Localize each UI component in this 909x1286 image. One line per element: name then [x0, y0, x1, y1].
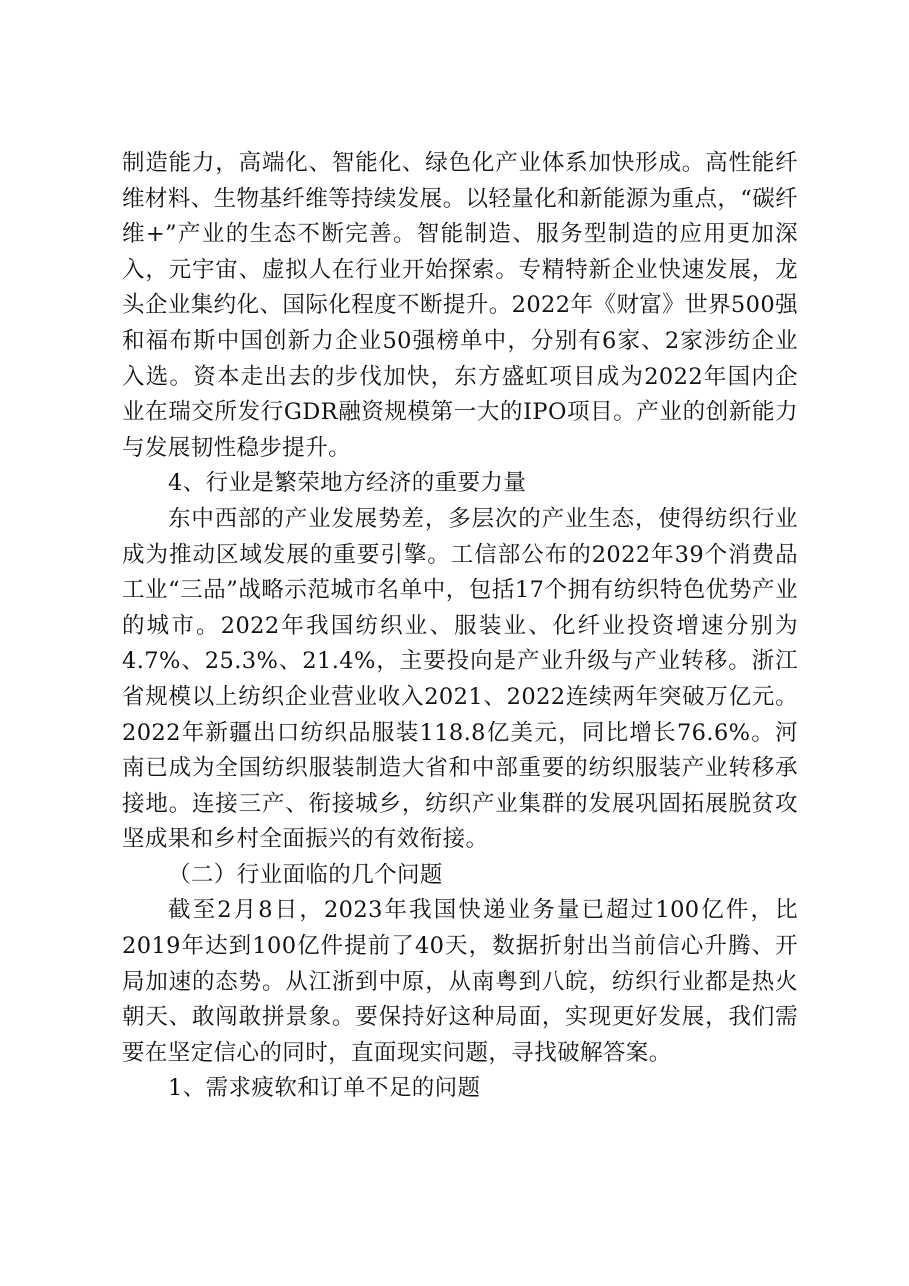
heading-weak-demand: 1、需求疲软和订单不足的问题	[168, 1075, 481, 1102]
paragraph-industry-capability: 制造能力，高端化、智能化、绿色化产业体系加快形成。高性能纤维材料、生物基纤维等持续发展。以轻量化和新能源为重点，“碳纤维+”产业的生态不断完善。智能制造、服务型制造的应用更加深入，元宇宙、虚拟人在行业开始探索。专精特新企业快速发展，龙头企业集约化、国际化程度不断提升。2022年《财富》世界500强和福布斯中国创新力企业50强榜单中，分别有6家、2家涉纺企业入选。资本走出去的步伐加快，东方盛虹项目成为2022年国内企业在瑞交所发行GDR融资规模第一大的IPO项目。产业的创新能力与发展韧性稳步提升。	[122, 150, 799, 461]
paragraph-regional-economy: 东中西部的产业发展势差，多层次的产业生态，使得纺织行业成为推动区域发展的重要引擎。工信部公布的2022年39个消费品工业“三品”战略示范城市名单中，包括17个拥有纺织特色优势产业的城市。2022年我国纺织业、服装业、化纤业投资增速分别为4.7%、25.3%、21.4%，主要投向是产业升级与产业转移。浙江省规模以上纺织企业营业收入2021、2022连续两年突破万亿元。2022年新疆出口纺织品服装118.8亿美元，同比增长76.6%。河南已成为全国纺织服装制造大省和中部重要的纺织服装产业转移承接地。连接三产、衔接城乡，纺织产业集群的发展巩固拓展脱贫攻坚成果和乡村全面振兴的有效衔接。	[122, 505, 798, 853]
heading-industry-problems: （二）行业面临的几个问题	[168, 861, 443, 888]
document-body	[122, 146, 798, 1107]
heading-regional-economy: 4、行业是繁荣地方经济的重要力量	[168, 470, 527, 497]
paragraph-express-delivery: 截至2月8日，2023年我国快递业务量已超过100亿件，比2019年达到100亿件提前了40天，数据折射出当前信心升腾、开局加速的态势。从江浙到中原，从南粤到八皖，纺织行业都是热火朝天、敢闯敢拼景象。要保持好这种局面，实现更好发展，我们需要在坚定信心的同时，直面现实问题，寻找破解答案。	[122, 897, 798, 1066]
